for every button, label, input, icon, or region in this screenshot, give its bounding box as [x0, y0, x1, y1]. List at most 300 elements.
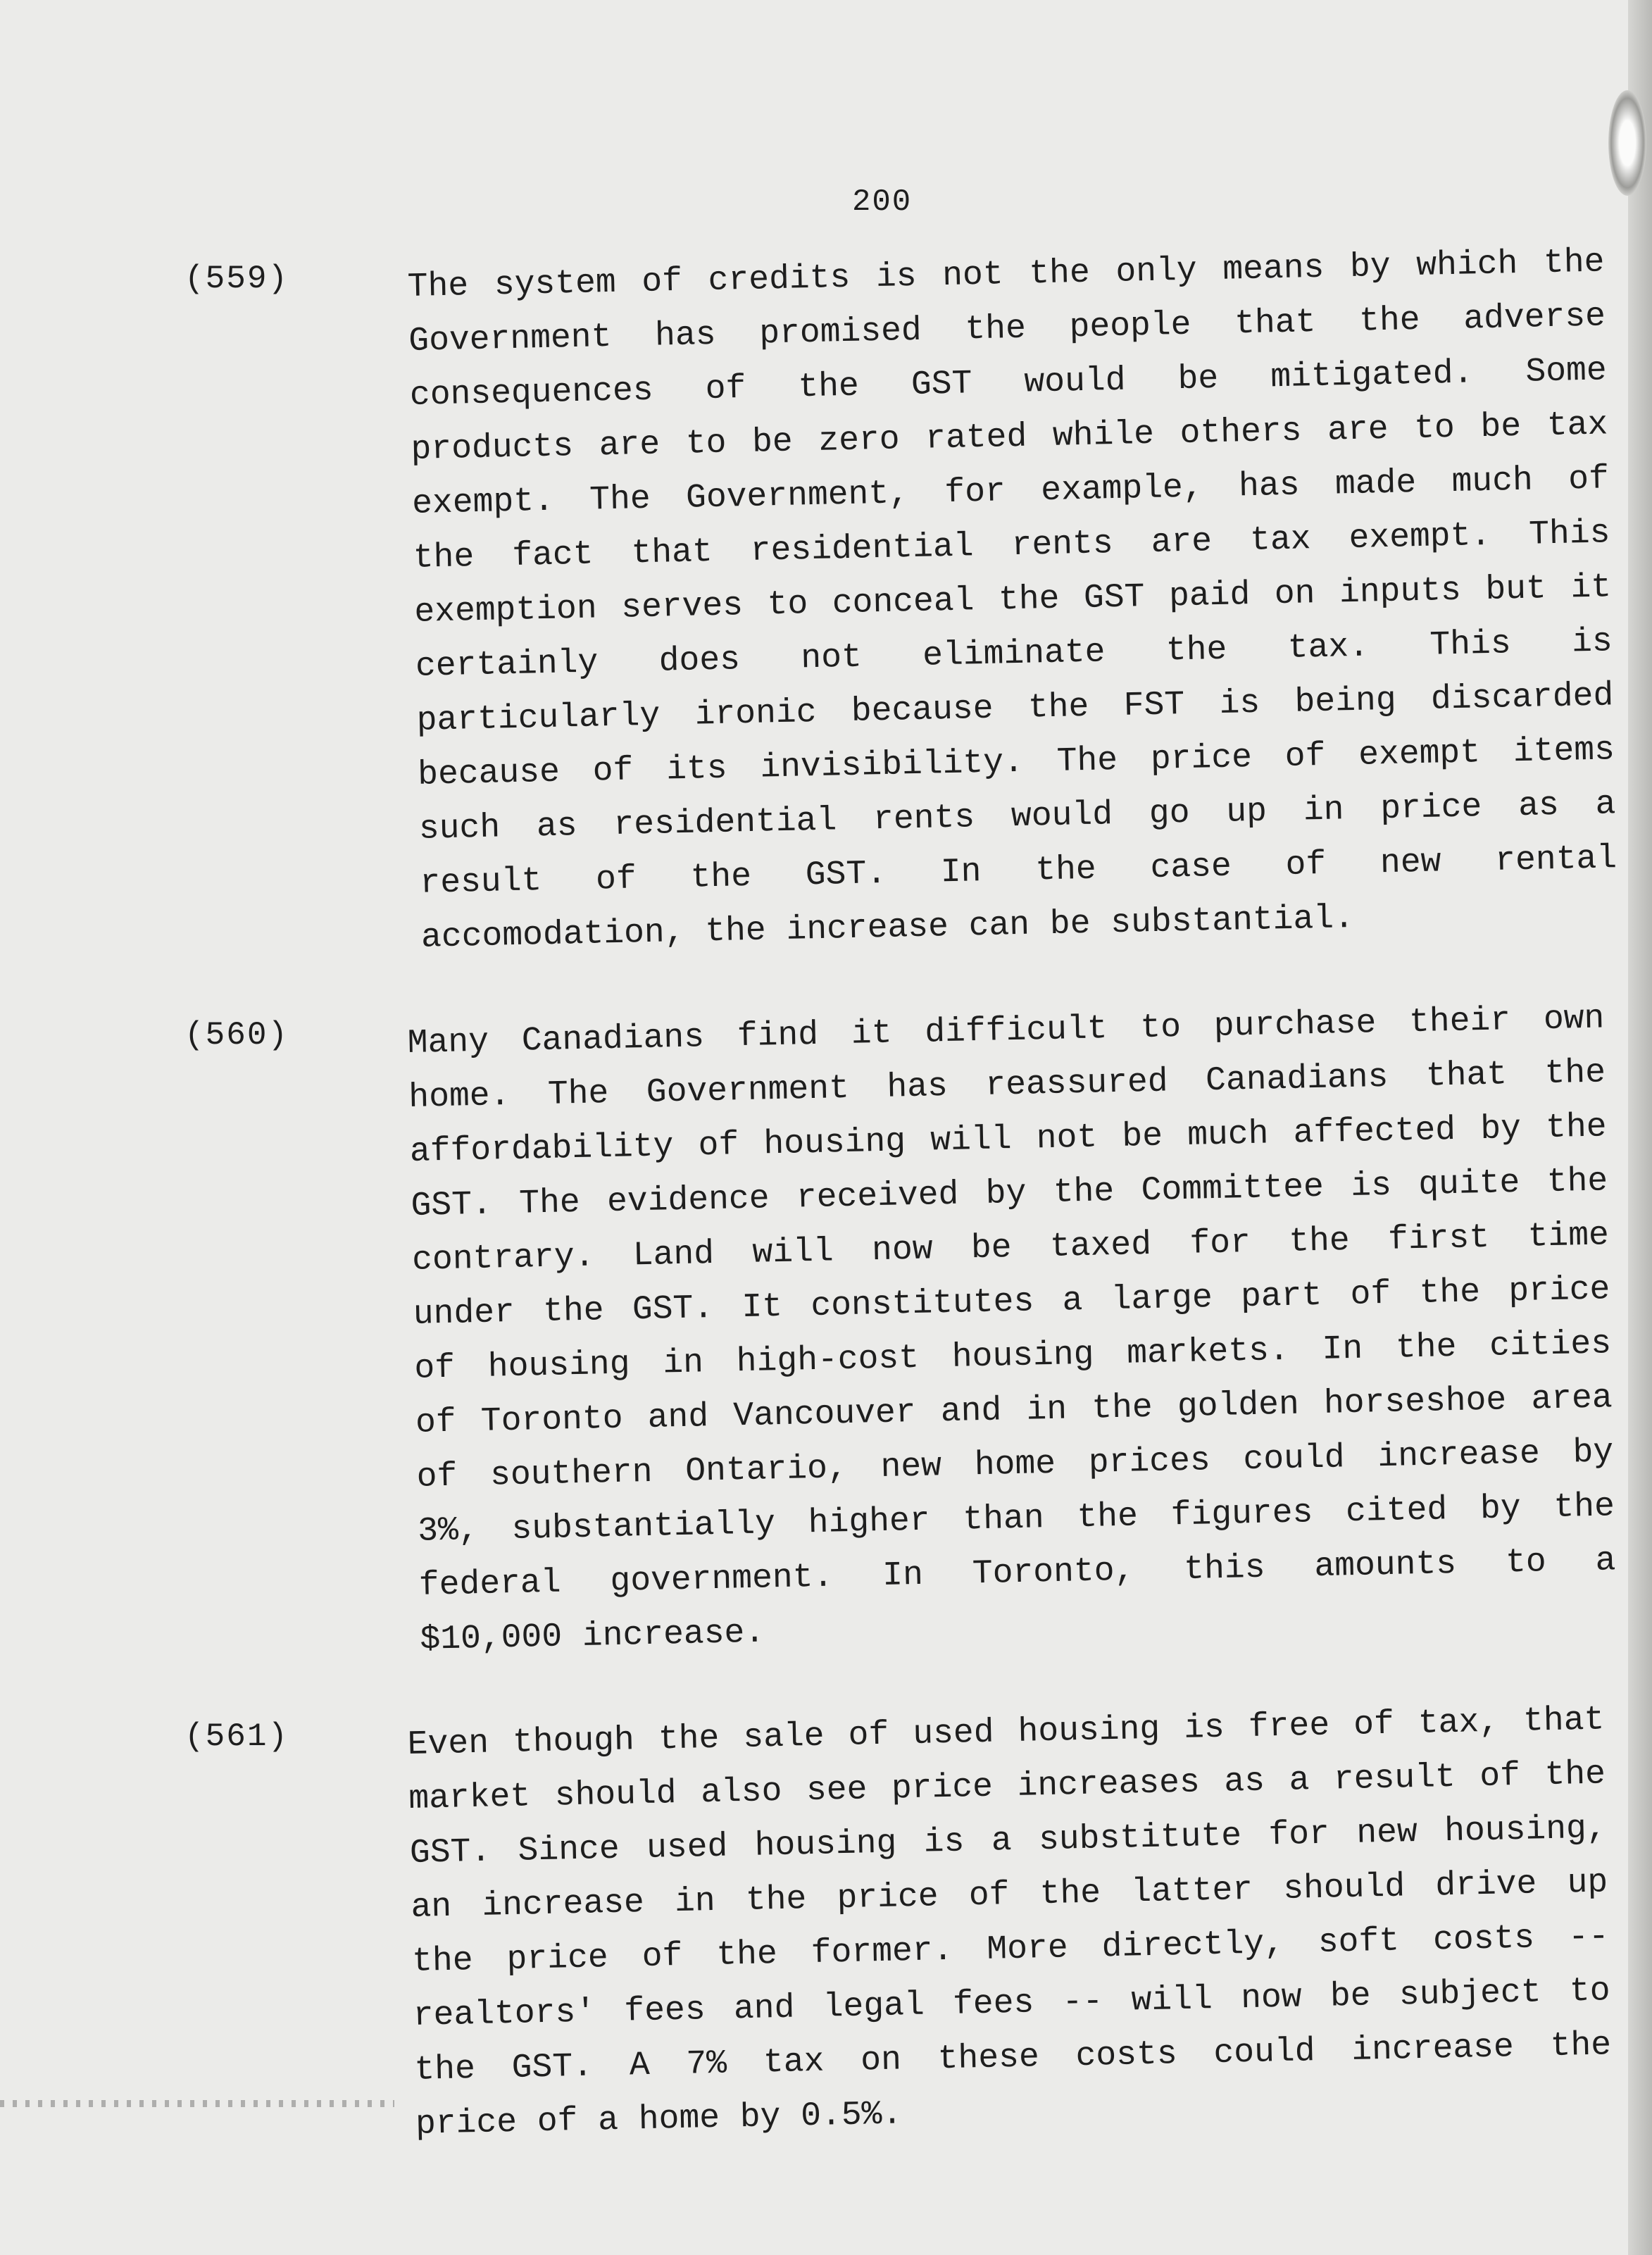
word: reassured [984, 1063, 1169, 1105]
word: amounts [1313, 1544, 1457, 1587]
word: the [1395, 1328, 1457, 1368]
text-line: accomodation, the increase can be substantial. [420, 899, 1355, 957]
word: serves [620, 587, 744, 627]
word: much [1187, 1115, 1270, 1155]
word: a [1595, 785, 1617, 824]
word: More [986, 1929, 1069, 1969]
word: it [1570, 568, 1612, 608]
word: rents [1011, 525, 1114, 566]
word: Vancouver [732, 1393, 917, 1436]
word: increase [1351, 2028, 1515, 2070]
word: be [970, 1229, 1013, 1268]
paragraph-body [407, 1693, 1613, 2151]
word: credits [708, 258, 851, 301]
word: housing [754, 1824, 897, 1866]
word: GST. [805, 854, 887, 895]
word: and [647, 1398, 709, 1437]
word: tax [763, 2042, 825, 2082]
word: and [733, 1989, 795, 2029]
word: of [1353, 1705, 1395, 1744]
word: does [658, 641, 741, 681]
word: The [1056, 742, 1118, 781]
word: latter [1130, 1870, 1253, 1912]
word: the [413, 2050, 476, 2090]
word: Government, [685, 475, 910, 518]
paragraph-number: (559) [184, 261, 289, 297]
word: not [800, 638, 863, 678]
word: paid [1168, 576, 1251, 616]
word: conceal [832, 582, 975, 623]
word: market [408, 1778, 531, 1818]
word: has [1238, 466, 1301, 506]
word: sale [742, 1717, 825, 1758]
word: and [940, 1392, 1002, 1432]
word: Canadians [521, 1018, 705, 1061]
word: as [1223, 1762, 1265, 1801]
text-line: $10,000 increase. [419, 1613, 765, 1659]
word: result [1333, 1758, 1456, 1799]
word: in [662, 1344, 704, 1383]
word: now [1240, 1978, 1303, 2018]
word: the [1034, 850, 1097, 890]
word: the [1039, 1874, 1101, 1914]
word: be [1121, 1117, 1163, 1156]
word: that [1234, 304, 1316, 344]
word: that [1425, 1056, 1508, 1096]
word: the [1288, 1222, 1351, 1261]
word: the [1546, 1162, 1608, 1202]
word: the [1358, 301, 1421, 341]
binding-edge [1628, 0, 1652, 2255]
word: GST [1083, 578, 1146, 618]
word: to [1569, 1972, 1611, 2011]
word: This [1528, 514, 1611, 554]
paragraph-number: (561) [184, 1718, 289, 1755]
word: quite [1418, 1163, 1520, 1204]
word: particularly [416, 697, 661, 740]
word: example, [1040, 468, 1204, 511]
word: Canadians [1205, 1058, 1389, 1101]
word: of [415, 1403, 457, 1442]
word: home. [408, 1076, 511, 1117]
word: new [1379, 843, 1442, 883]
word: the [542, 1292, 605, 1332]
word: tax [1249, 520, 1312, 561]
word: large [1110, 1279, 1213, 1320]
paragraph-body [407, 992, 1617, 1667]
word: exempt. [1348, 516, 1491, 558]
word: of [1285, 845, 1327, 885]
word: Committee [1141, 1168, 1325, 1211]
word: FST [1123, 686, 1185, 725]
word: not [1036, 1118, 1098, 1158]
word: of [592, 751, 634, 791]
word: free [1248, 1706, 1330, 1747]
word: GST. [511, 2047, 594, 2087]
word: a [1289, 1761, 1310, 1800]
word: the [1543, 243, 1605, 283]
word: on [860, 2041, 902, 2080]
word: costs [1432, 1919, 1535, 1960]
word: affected [1293, 1111, 1456, 1153]
word: received [796, 1175, 959, 1218]
word: fees [952, 1984, 1034, 2024]
word: to [685, 424, 727, 463]
word: own [1543, 999, 1605, 1039]
word: the [1550, 2026, 1612, 2066]
word: is [1219, 684, 1260, 723]
word: -- [1062, 1982, 1103, 2022]
word: substitute [1038, 1817, 1242, 1860]
word: zero [818, 420, 901, 461]
word: this [1183, 1549, 1266, 1589]
page-number: 200 [852, 185, 913, 220]
punch-hole-icon [1608, 90, 1646, 196]
word: Many [407, 1023, 489, 1063]
word: taxed [1049, 1225, 1152, 1266]
word: increases [1017, 1763, 1201, 1806]
word: such [418, 808, 501, 849]
word: the [1544, 1054, 1606, 1094]
word: a [1062, 1282, 1083, 1320]
word: promised [758, 311, 922, 354]
word: part [1240, 1276, 1322, 1317]
word: the [1076, 1497, 1139, 1537]
word: for [1189, 1223, 1251, 1263]
word: housing, [1444, 1809, 1608, 1851]
word: housing [951, 1335, 1095, 1377]
word: price [1379, 788, 1482, 829]
word: GST. [409, 1832, 492, 1873]
paragraph-body [407, 235, 1619, 965]
word: housing [487, 1345, 631, 1387]
word: This [1429, 625, 1512, 665]
word: drive [1434, 1865, 1537, 1906]
word: a [991, 1822, 1013, 1861]
word: 7% [685, 2044, 727, 2084]
word: the [1545, 1108, 1608, 1148]
word: which [1415, 244, 1518, 285]
word: that [630, 533, 713, 573]
word: the [745, 1880, 807, 1920]
word: housing [1018, 1710, 1160, 1751]
word: In [882, 1556, 924, 1596]
word: the [658, 1719, 720, 1759]
word: figures [1170, 1494, 1313, 1535]
word: GST. [411, 1185, 493, 1225]
word: residential [613, 801, 837, 845]
word: their [1408, 1001, 1511, 1042]
word: horseshoe [1323, 1381, 1507, 1423]
word: by [1349, 247, 1391, 287]
word: The [518, 1183, 581, 1223]
word: the [1028, 254, 1091, 294]
word: be [1479, 407, 1522, 447]
word: certainly [415, 644, 599, 686]
word: as [536, 807, 578, 847]
word: in [1025, 1390, 1068, 1430]
word: exempt. [411, 482, 555, 523]
word: tax [1546, 406, 1608, 446]
word: though [512, 1721, 635, 1762]
word: the [1544, 1755, 1606, 1795]
word: will [751, 1232, 834, 1273]
word: price [1150, 739, 1253, 780]
word: its [665, 749, 728, 789]
word: tax, [1418, 1703, 1500, 1743]
word: golden [1177, 1385, 1300, 1427]
word: tax. [1287, 627, 1370, 668]
word: used [646, 1828, 728, 1868]
word: now [871, 1230, 934, 1270]
word: the [1027, 687, 1089, 727]
word: to [767, 585, 808, 625]
word: Government [646, 1069, 850, 1112]
word: rental [1494, 839, 1617, 880]
word: is [1183, 1709, 1225, 1748]
word: soft [1318, 1922, 1400, 1962]
word: Land [632, 1235, 715, 1275]
paragraph-number: (560) [184, 1017, 289, 1054]
word: fees [623, 1991, 706, 2031]
word: in [1303, 791, 1345, 830]
word: used [912, 1713, 995, 1754]
word: for [1268, 1815, 1330, 1855]
word: is [923, 1823, 965, 1862]
word: the [964, 309, 1027, 349]
word: adverse [1463, 297, 1606, 339]
word: prices [1088, 1442, 1211, 1482]
word: others [1179, 412, 1303, 454]
word: the [413, 538, 475, 577]
word: by [1572, 1433, 1614, 1473]
word: former. [811, 1931, 953, 1973]
word: higher [808, 1501, 931, 1543]
word: realtors' [413, 1993, 596, 2035]
word: could [1242, 1439, 1346, 1480]
word: find [737, 1016, 819, 1056]
word: government. [609, 1558, 834, 1601]
word: is [1350, 1166, 1392, 1206]
word: to [1139, 1008, 1182, 1048]
word: increase [1377, 1435, 1541, 1477]
word: that [1522, 1701, 1605, 1741]
word: up [1567, 1863, 1608, 1903]
word: has [886, 1067, 949, 1107]
word: for [944, 473, 1006, 513]
word: price [891, 1768, 994, 1809]
word: of [642, 1937, 683, 1977]
word: Since [518, 1830, 620, 1870]
word: are [1151, 523, 1213, 562]
word: up [1225, 792, 1268, 832]
word: of [1350, 1275, 1391, 1315]
word: Toronto, [972, 1551, 1135, 1594]
word: GST. [632, 1289, 714, 1330]
word: go [1149, 794, 1191, 834]
word: means [1222, 249, 1325, 289]
word: southern [489, 1453, 653, 1495]
word: the [1053, 1173, 1115, 1212]
word: products [411, 427, 574, 469]
word: legal [822, 1986, 925, 2027]
word: the [998, 580, 1060, 620]
word: Ontario, [684, 1449, 849, 1491]
word: to [1505, 1543, 1547, 1582]
word: of [641, 262, 683, 302]
word: evidence [606, 1180, 770, 1222]
word: first [1387, 1218, 1490, 1259]
word: made [1334, 464, 1417, 504]
word: a [1595, 1542, 1617, 1580]
word: items [1513, 731, 1615, 772]
word: new [1356, 1813, 1418, 1853]
word: of [968, 1876, 1010, 1916]
word: In [1321, 1330, 1363, 1369]
word: mitigated. [1270, 354, 1474, 397]
word: purchase [1213, 1004, 1377, 1047]
word: much [1451, 461, 1534, 501]
word: federal [418, 1563, 562, 1605]
word: be [1177, 359, 1219, 399]
text-line: price of a home by 0.5%. [415, 2095, 903, 2144]
word: be [751, 423, 794, 462]
word: would [1023, 361, 1127, 402]
word: inputs [1339, 571, 1462, 613]
word: on [1274, 575, 1316, 614]
word: has [654, 316, 717, 356]
word: be [1329, 1977, 1372, 2016]
word: the [690, 857, 752, 897]
word: contrary. [411, 1237, 596, 1280]
word: price [1508, 1270, 1610, 1311]
word: the [1165, 630, 1227, 670]
word: price [506, 1939, 609, 1980]
word: are [599, 425, 661, 466]
word: are [1327, 410, 1389, 450]
word: rated [925, 418, 1027, 458]
word: of [413, 1349, 456, 1388]
word: of [698, 1126, 739, 1166]
word: eliminate [922, 633, 1106, 675]
word: of [1567, 460, 1610, 499]
word: GST [911, 365, 972, 405]
word: Toronto [480, 1399, 624, 1441]
word: of [705, 369, 746, 409]
word: as [1518, 786, 1560, 826]
word: the [411, 1942, 474, 1981]
word: subject [1398, 1973, 1542, 2015]
word: case [1150, 847, 1232, 888]
word: A [629, 2046, 651, 2085]
word: is [875, 257, 918, 297]
word: cities [1489, 1325, 1612, 1366]
word: because [851, 689, 994, 731]
word: than [962, 1499, 1045, 1539]
word: -- [1567, 1918, 1610, 1957]
word: The [589, 480, 651, 520]
word: difficult [924, 1010, 1108, 1052]
word: In [940, 853, 982, 892]
word: see [806, 1770, 868, 1811]
word: of [1284, 737, 1326, 777]
word: it [851, 1014, 893, 1054]
word: the [1091, 1388, 1153, 1428]
word: fact [511, 535, 594, 575]
word: area [1530, 1379, 1613, 1419]
word: housing [763, 1123, 906, 1164]
word: exemption [413, 589, 598, 632]
word: home [974, 1444, 1056, 1485]
word: an [411, 1887, 452, 1927]
word: would [1010, 796, 1113, 837]
word: 3%, [417, 1511, 480, 1551]
word: substantially [511, 1505, 776, 1549]
word: will [930, 1120, 1013, 1161]
word: should [1282, 1868, 1406, 1909]
word: Even [407, 1724, 489, 1764]
word: result [419, 862, 542, 903]
word: not [941, 256, 1004, 296]
word: discarded [1430, 677, 1614, 719]
word: ironic [694, 693, 818, 735]
word: cited [1345, 1491, 1448, 1532]
word: in [674, 1882, 716, 1922]
word: The [547, 1075, 609, 1114]
word: consequences [409, 371, 654, 415]
word: Government [408, 318, 612, 361]
word: by [985, 1174, 1027, 1213]
word: but [1484, 570, 1547, 610]
word: these [937, 2038, 1040, 2079]
word: also [700, 1772, 782, 1813]
word: by [1479, 1489, 1522, 1529]
word: only [1115, 251, 1198, 292]
word: while [1052, 415, 1155, 456]
word: costs [1075, 2035, 1178, 2076]
word: is [1571, 623, 1613, 662]
word: constitutes [810, 1282, 1034, 1326]
word: markets. [1126, 1331, 1290, 1373]
word: time [1527, 1216, 1610, 1256]
word: to [1413, 408, 1456, 449]
word: affordability [409, 1128, 674, 1171]
word: will [1131, 1980, 1213, 2020]
word: the [1419, 1273, 1481, 1313]
word: of [595, 860, 637, 899]
word: It [741, 1287, 783, 1328]
word: exempt [1358, 734, 1481, 775]
word: invisibility. [759, 743, 1025, 787]
word: by [1479, 1109, 1522, 1149]
word: rents [872, 799, 975, 839]
word: directly, [1101, 1924, 1285, 1967]
word: Some [1525, 351, 1608, 392]
word: under [413, 1293, 515, 1334]
word: of [416, 1457, 458, 1497]
word: the [1553, 1487, 1615, 1528]
word: increase [481, 1884, 645, 1925]
word: residential [750, 527, 975, 570]
word: new [880, 1447, 942, 1487]
word: of [1479, 1756, 1521, 1797]
word: could [1213, 2032, 1316, 2073]
word: high-cost [736, 1339, 920, 1382]
word: people [1069, 306, 1192, 347]
word: being [1294, 681, 1397, 722]
word: system [494, 263, 617, 305]
word: the [797, 367, 860, 407]
